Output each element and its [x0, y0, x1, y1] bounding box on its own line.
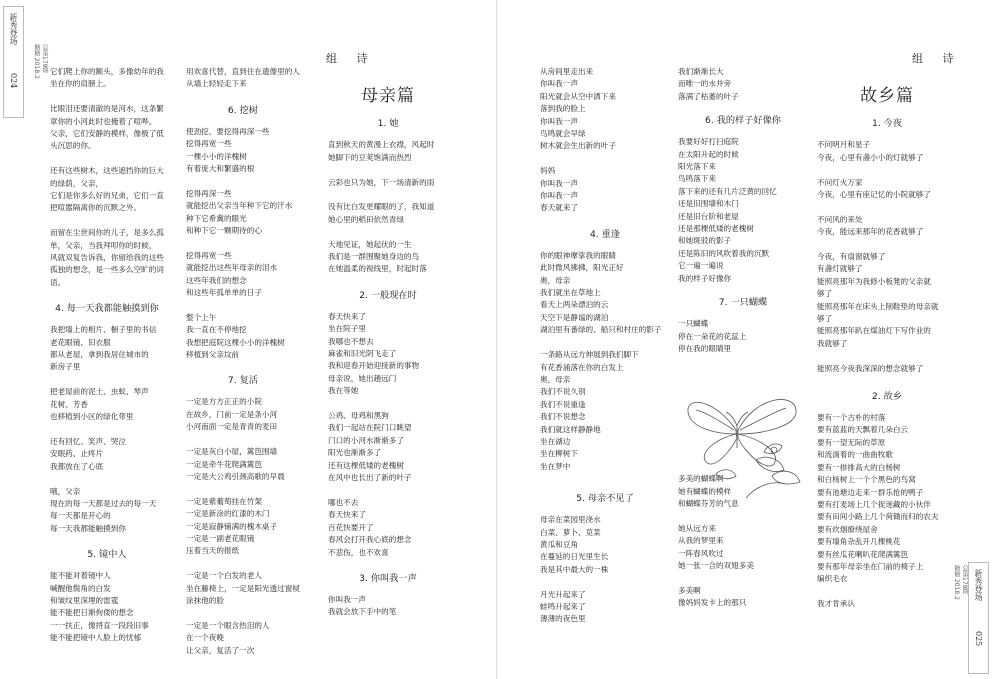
butterfly-flower-illustration — [676, 390, 811, 500]
poem-line: 还有这棵低矮的老槐树 — [328, 460, 404, 470]
poem-line: 压着当天的报纸 — [186, 546, 240, 556]
col1-section-5-heading: 5. 镜中人 — [87, 549, 127, 561]
poem-line: 湖泊里有番绿的、船只和村庄的影子 — [540, 325, 662, 335]
poem-line: 公鸡、母鸡和黑狗 — [328, 411, 389, 421]
poem-line: 在她温柔的视线里，时起时落 — [328, 264, 427, 274]
poem-line: 使劲挖，要挖得再深一些 — [186, 126, 270, 136]
poem-line: 它一遍一遍说 — [678, 261, 724, 271]
poem-line: 一条路从远方伸展到我们脚下 — [540, 350, 639, 360]
poem-line: 就能挖出这些年母亲的泪水 — [186, 263, 278, 273]
poem-line: 落到我的脸上 — [540, 104, 586, 114]
poem-line: 我就会放下手中的笔 — [328, 607, 397, 617]
poem-line: 挖得再深一些 — [186, 188, 232, 198]
poem-line: 在风中也长出了新的叶子 — [328, 473, 412, 483]
poem-line: 黄瓜和豆角 — [540, 539, 578, 549]
poem-line: 春天就来了 — [540, 203, 578, 213]
poem-line: 她一张一合的双翅多美 — [678, 561, 754, 571]
right-sidebar-tab — [968, 562, 989, 674]
col4-p4 — [540, 514, 670, 576]
hometown-chapter-title: 故乡篇 — [860, 86, 914, 106]
poem-line: 老花眼镜、旧衣服 — [50, 337, 111, 347]
right-page-number: 025 — [974, 631, 983, 647]
poem-line: 阳光也渐渐多了 — [328, 448, 382, 458]
poem-line: 你叫我一声 — [540, 116, 578, 126]
poem-line: 月光升起来了 — [540, 589, 586, 599]
poem-line: 安眠药、止疼片 — [50, 449, 104, 459]
poem-line: 妈妈 — [540, 166, 556, 176]
col3-p2 — [328, 177, 448, 189]
poem-line: 能不能把日渐佝偻的想念 — [50, 608, 134, 618]
poem-line: 要有蓝蓝的天飘着几朵白云 — [817, 425, 909, 435]
poem-line: 百花快要开了 — [328, 522, 374, 532]
poem-line: 落下来的还有几片泛黄的回忆 — [678, 186, 777, 196]
poem-line: 每一天我都能触摸到你 — [50, 523, 126, 533]
poem-line: 编织毛衣 — [817, 574, 848, 584]
col3-p6 — [328, 410, 448, 484]
col6-p1 — [817, 139, 957, 164]
poem-line: 要有炊烟缭绕屋舍 — [817, 524, 878, 534]
poem-line: 我们一起站在院门口眺望 — [328, 423, 412, 433]
col3-p1 — [328, 139, 448, 164]
poem-line: 不问灯火万家 — [817, 177, 863, 187]
poem-line: 阳光就会从空中洒下来 — [540, 91, 616, 101]
poem-line: 移植到父亲坟前 — [186, 350, 240, 360]
poem-line: 的绿荫，父亲， — [50, 178, 104, 188]
col2-p2 — [186, 188, 300, 238]
col2-section-7-heading: 7. 复活 — [227, 375, 258, 387]
column-3 — [328, 86, 448, 619]
poem-line: 大地见证，她起伏的一生 — [328, 239, 412, 249]
poem-line: 我都放在了心底 — [50, 461, 104, 471]
col3-p5 — [328, 311, 448, 398]
col5-p4 — [678, 523, 808, 573]
poem-line: 我就够了 — [817, 338, 848, 348]
poem-line: 直到秋天的黄漫上衣襟，风起时 — [328, 140, 435, 150]
right-issue: 总第179期 — [961, 565, 968, 595]
poem-line: 还有这些树木，这些遮挡你的巨大 — [50, 166, 164, 176]
col2-p6 — [186, 446, 300, 483]
col6-p5 — [817, 363, 957, 375]
poem-line: 我和迎春开始迎接新的事物 — [328, 361, 420, 371]
poem-line: 花树、芳香 — [50, 399, 88, 409]
poem-line: 阳光落下来 — [678, 162, 716, 172]
col1-p5 — [50, 324, 164, 374]
col6-section-2-heading: 2. 故乡 — [871, 391, 903, 403]
col6-p7 — [817, 598, 957, 610]
poem-line: 我们不说想念 — [540, 412, 586, 422]
poem-line: 一定是一个白发的老人 — [186, 571, 262, 581]
poem-line: 它们是你多么好的兄弟，它们一直 — [50, 191, 164, 201]
poem-line: 你叫我一声 — [540, 79, 578, 89]
poem-line: 还是陈旧的风吹着我的沉默 — [678, 248, 770, 258]
col4-p1 — [540, 165, 670, 215]
poem-line: 鸟鸣就会早绿 — [540, 129, 586, 139]
poem-line: 她脚下的豆荚饱满而热烈 — [328, 152, 412, 162]
poem-line: 要有那年母亲坐在门前的椅子上 — [817, 561, 924, 571]
poem-line: 在蔓延的日光里生长 — [540, 552, 609, 562]
poem-line: 她心里的稻田依然青绿 — [328, 214, 404, 224]
left-page-number: 024 — [9, 73, 18, 89]
poem-line: 多美啊 — [678, 585, 701, 595]
poem-line: 要有池塘边走来一群乐抢的鸭子 — [817, 487, 924, 497]
col6-p2 — [817, 177, 957, 202]
poem-line: 坐在你的肩膀上。 — [50, 79, 111, 89]
poem-line: 一定是新涂的红漆的木门 — [186, 509, 270, 519]
poem-line: 从房间里走出来 — [540, 67, 594, 76]
poem-line: 和种下它一颗期待的心 — [186, 226, 262, 236]
poem-line: 我哪也不想去 — [328, 336, 374, 346]
left-sidebar-tab — [3, 6, 24, 118]
col3-section-2-heading: 2. 一般现在时 — [359, 289, 417, 301]
poem-line: 也移植到小区的绿化带里 — [50, 412, 134, 422]
col1-p9 — [50, 570, 164, 644]
poem-line: 它们爬上你的额头，多像幼年的我 — [50, 67, 164, 76]
poem-line: 我们就这样静静地 — [540, 424, 601, 434]
poem-line: 能不能把镜中人脸上的忧郁 — [50, 633, 142, 643]
col5-section-7-heading: 7. 一只蝴蝶 — [718, 297, 768, 309]
poem-line: 有花香涌落在你的白发上 — [540, 362, 624, 372]
col2-p4 — [186, 312, 300, 362]
column-6 — [817, 86, 957, 611]
poem-line: 一阵春风吹过 — [678, 548, 724, 558]
poem-line: 今夜，有扇窗就够了 — [817, 252, 886, 262]
poem-line: 不问明月和星子 — [817, 140, 871, 150]
poem-line: 把老屋前的泥土、虫蚁、琴声 — [50, 387, 149, 397]
poem-line: 奥，母亲 — [540, 275, 571, 285]
col2-p9 — [186, 620, 300, 657]
col5-p0 — [678, 66, 808, 103]
mother-chapter-title: 母亲篇 — [361, 86, 415, 106]
poem-line: 比眼泪还要清澈的是河水，这条繁 — [50, 104, 164, 114]
poem-line: 和流淌着的一曲曲牧歌 — [817, 450, 893, 460]
poem-line: 我把墙上的相片、橱子里的书信 — [50, 325, 157, 335]
poem-line: 整个上午 — [186, 312, 217, 322]
poem-line: 还有回忆、笑声、哭泣 — [50, 436, 126, 446]
poem-line: 有着庞大和繁盛的根 — [186, 164, 255, 174]
page-fold — [496, 0, 498, 679]
poem-line: 母亲在菜园里浇水 — [540, 515, 601, 525]
poem-line: 你的眼神摩挲我的眼睛 — [540, 250, 616, 260]
poem-line: 麻雀和旧光阴飞走了 — [328, 349, 397, 359]
poem-line: 我们是一群围聚她身边的鸟 — [328, 252, 420, 262]
poem-line: 不问风的来处 — [817, 214, 863, 224]
poem-line: 从墙上轻轻走下来 — [186, 79, 247, 89]
col1-p8 — [50, 486, 164, 536]
col1-p6 — [50, 386, 164, 423]
poem-line: 门口的小河水渐渐多了 — [328, 435, 404, 445]
left-brand: 新秀登场 — [9, 13, 18, 45]
poem-line: 坐在梦中 — [540, 461, 571, 471]
col2-p7 — [186, 496, 300, 558]
poem-line: 树木就会生出新的叶子 — [540, 141, 616, 151]
poem-line: 今夜，心里有座记忆的小院就够了 — [817, 190, 931, 200]
right-section-header: 组 诗 — [912, 52, 962, 65]
poem-line: 能照亮那年趴在煤油灯下写作业的 — [817, 326, 931, 336]
poem-line: 我是其中最大的一株 — [540, 564, 609, 574]
poem-line: 我们就坐在草地上 — [540, 288, 601, 298]
col2-p0 — [186, 66, 300, 91]
col3-p8 — [328, 594, 448, 619]
poem-line: 还是旧台阶和老屋 — [678, 211, 739, 221]
poem-line: 坐在院子里 — [328, 324, 366, 334]
poem-line: 能照亮今夜我深深的想念就够了 — [817, 363, 924, 373]
poem-line: 在一个夜晚 — [186, 633, 224, 643]
col4-section-4-heading: 4. 重逢 — [589, 228, 621, 240]
poem-line: 春风会打开我心底的想念 — [328, 535, 412, 545]
poem-line: 多美的蝴蝶啊 — [678, 474, 724, 484]
poem-line: 还是那棵低矮的老槐树 — [678, 224, 754, 234]
poem-line: 一一扶正，像捋直一段段旧事 — [50, 620, 149, 630]
col2-p3 — [186, 250, 300, 300]
poem-line: 一定是牵牛花爬满篱笆 — [186, 459, 262, 469]
poem-line: 像妈妈发卡上的那只 — [678, 598, 747, 608]
poem-line: 和白杨树上一个个黑色的鸟窝 — [817, 475, 916, 485]
poem-line: 有盏灯就够了 — [817, 264, 863, 274]
poem-line: 现在的每一天都是过去的每一天 — [50, 498, 157, 508]
poem-line: 我们不说久别 — [540, 387, 586, 397]
poem-line: 涂抹他的脸 — [186, 595, 224, 605]
right-brand: 新秀登场 — [974, 569, 983, 601]
poem-line: 一定是一个眼含热泪的人 — [186, 620, 270, 630]
col1-p1 — [50, 66, 164, 91]
col2-section-6-heading: 6. 挖树 — [227, 104, 258, 116]
col5-section-6-heading: 6. 我的样子好像你 — [705, 115, 781, 127]
poem-line: 章你的小河此时也掩着了喧哗。 — [50, 116, 157, 126]
poem-line: 挖得再宽一些 — [186, 250, 232, 260]
poem-line: 和蝴蝶芬芳的气息 — [678, 499, 739, 509]
col3-p7 — [328, 497, 448, 559]
poem-line: 白菜、萝卜、苋菜 — [540, 527, 601, 537]
poem-line: 停在我的眼睛里 — [678, 343, 732, 353]
poem-line: 够了 — [817, 314, 833, 324]
col6-p3 — [817, 214, 957, 239]
poem-line: 够了 — [817, 289, 833, 299]
poem-line: 不悲伤，也不欢喜 — [328, 547, 389, 557]
poem-line: 坐在藤椅上，一定是阳光透过窗棂 — [186, 583, 300, 593]
poem-line: 就能挖出父亲当年种下它的汗水 — [186, 201, 293, 211]
poem-line: 在故乡，门前一定是条小河 — [186, 409, 278, 419]
left-section-header: 组 诗 — [326, 52, 376, 65]
column-1 — [50, 66, 164, 645]
col1-p4 — [50, 227, 164, 289]
poem-line: 把喧嚣隔离你的沉默之外。 — [50, 203, 142, 213]
poem-line: 我在等她 — [328, 386, 359, 396]
poem-line: 能照亮那年为我修小板凳的父亲就 — [817, 276, 931, 286]
col5-p2 — [678, 318, 808, 355]
poem-line: 母亲说，她出趟远门 — [328, 373, 397, 383]
poem-line: 从我的梦里来 — [678, 536, 724, 546]
poem-line: 今夜，心里有盏小小的灯就够了 — [817, 152, 924, 162]
poem-line: 她从远方来 — [678, 523, 716, 533]
col5-p1 — [678, 136, 808, 285]
col3-p3 — [328, 201, 448, 226]
poem-line: 我一直在不停地挖 — [186, 325, 247, 335]
poem-line: 春天快来了 — [328, 311, 366, 321]
poem-line: 种下它希冀的眼光 — [186, 213, 247, 223]
poem-line: 要有一望无际的草原 — [817, 437, 886, 447]
poem-line: 能不能对着镜中人 — [50, 571, 111, 581]
col1-p7 — [50, 436, 164, 473]
col2-p5 — [186, 396, 300, 433]
poem-line: 薄薄的夜色里 — [540, 614, 586, 624]
poem-line: 用欢喜代替，直到住在遗像里的人 — [186, 67, 300, 76]
poem-line: 一定是寂静铺满的槐木桌子 — [186, 521, 278, 531]
poem-line: 要有一排排高大的白杨树 — [817, 462, 901, 472]
poem-line: 和她斑驳的影子 — [678, 236, 732, 246]
poem-line: 和这些年孤单单的日子 — [186, 288, 262, 298]
poem-line: 我们不说重逢 — [540, 399, 586, 409]
col4-p2 — [540, 250, 670, 337]
poem-line: 还是旧围墙和木门 — [678, 199, 739, 209]
poem-line: 语。 — [50, 277, 66, 287]
col1-p2 — [50, 103, 164, 153]
poem-line: 你叫我一声 — [540, 178, 578, 188]
poem-line: 一定是灰白小屋，篱笆围墙 — [186, 447, 278, 457]
poem-line: 我要好好打扫庭院 — [678, 137, 739, 147]
poem-line: 云彩也只为她，下一场清新的雨 — [328, 177, 435, 187]
poem-line: 落满了枯萎的叶子 — [678, 91, 739, 101]
poem-line: 一定是方方正正的小院 — [186, 397, 262, 407]
poem-line: 在太阳升起的时候 — [678, 149, 739, 159]
poem-line: 天空下是静谧的湖泊 — [540, 312, 609, 322]
poem-line: 一定是大公鸡引颈高歌的早晨 — [186, 471, 285, 481]
poem-line: 哦，父亲 — [50, 486, 81, 496]
poem-line: 和皱纹里深埋的雷霆 — [50, 595, 119, 605]
poem-line: 要有一个古朴的村落 — [817, 413, 886, 423]
col1-p3 — [50, 165, 164, 215]
poem-line: 奥，母亲 — [540, 374, 571, 384]
poem-line: 风就双复告诉我，你留给我的这些 — [50, 253, 164, 263]
col6-p4 — [817, 251, 957, 350]
poem-line: 今夜，能远来那年的花香就够了 — [817, 227, 924, 237]
poem-line: 而留在尘世间你的儿子，是多么孤 — [50, 228, 164, 238]
left-meta: 糖糖 2018.2 — [33, 44, 40, 79]
poem-line: 要有田间小路上几个荷锄而归的农夫 — [817, 512, 939, 522]
poem-line: 让父亲，复活了一次 — [186, 645, 255, 655]
poem-line: 蛙鸣升起来了 — [540, 601, 586, 611]
column-4 — [540, 66, 670, 626]
col4-p0 — [540, 66, 670, 153]
col2-p1 — [186, 126, 300, 176]
poem-line: 每一天都是开心的 — [50, 511, 111, 521]
col3-p4 — [328, 239, 448, 276]
poem-line: 鸟鸣落下来 — [678, 174, 716, 184]
poem-line: 一定是紫葡萄挂在竹架 — [186, 496, 262, 506]
poem-line: 她有蝴蝶的模样 — [678, 486, 732, 496]
right-meta: 糖糖 2018.2 — [953, 565, 960, 600]
poem-line: 哪也不去 — [328, 497, 359, 507]
col6-p6 — [817, 412, 957, 586]
col6-section-1-heading: 1. 今夜 — [871, 118, 903, 130]
poem-line: 都从老屋，拿到我居住城市的 — [50, 350, 149, 360]
poem-line: 停在一朵花的花蕊上 — [678, 331, 747, 341]
poem-line: 喊醒他鬓角的白发 — [50, 583, 111, 593]
poem-line: 能照亮那年在床头上削鞋垫的母亲就 — [817, 301, 939, 311]
poem-line: 春天快来了 — [328, 510, 366, 520]
poem-line: 一只蝴蝶 — [678, 319, 709, 329]
poem-line: 父亲，它们安静的模样，像极了低 — [50, 129, 164, 139]
col2-p8 — [186, 570, 300, 607]
left-issue: 总第179期 — [41, 44, 48, 74]
col1-section-4-heading: 4. 每一天我都能触摸到你 — [55, 303, 159, 315]
column-2 — [186, 66, 300, 657]
poem-line: 单，父亲，当我拜叩你的时候， — [50, 240, 157, 250]
poem-line: 坐在柳树下 — [540, 449, 578, 459]
poem-line: 一棵小小的洋槐树 — [186, 151, 247, 161]
poem-line: 我的样子好像你 — [678, 273, 732, 283]
poem-line: 小河南面一定是青青的麦田 — [186, 422, 278, 432]
poem-line: 挖得再宽一些 — [186, 139, 232, 149]
poem-line: 一定是一副老花眼镜 — [186, 533, 255, 543]
poem-line: 我才肯承认 — [817, 599, 855, 609]
poem-line: 新房子里 — [50, 362, 81, 372]
poem-line: 而唯一的水井旁 — [678, 79, 732, 89]
poem-line: 我想把庭院这棵小小的洋槐树 — [186, 337, 285, 347]
poem-line: 没有比白发更耀眼的了，我知道 — [328, 202, 435, 212]
poem-line: 这些年我们的想念 — [186, 275, 247, 285]
poem-line: 要有打麦场上几个捉迷藏的小伙伴 — [817, 499, 931, 509]
poem-line: 此时微风拂拂，阳光正好 — [540, 263, 624, 273]
poem-line: 你叫我一声 — [328, 594, 366, 604]
col4-section-5-heading: 5. 母亲不见了 — [576, 493, 634, 505]
col4-p3 — [540, 349, 670, 473]
poem-line: 你叫我一声 — [540, 191, 578, 201]
poem-line: 坐在湖边 — [540, 436, 571, 446]
column-5 — [678, 66, 808, 610]
poem-line: 孤独的想念，是一些多么空旷的词 — [50, 265, 164, 275]
poem-line: 头沉思的你。 — [50, 141, 96, 151]
col3-section-3-heading: 3. 你叫我一声 — [359, 572, 417, 584]
poem-line: 要有丝瓜花喇叭花爬满篱笆 — [817, 549, 909, 559]
col3-section-1-heading: 1. 她 — [377, 118, 399, 130]
col5-p5 — [678, 585, 808, 610]
poem-line: 要有墙角杂乱开几棵桃花 — [817, 537, 901, 547]
col4-p5 — [540, 589, 670, 626]
poem-line: 我们渐渐长大 — [678, 67, 724, 76]
poem-line: 看天上两朵漂泊的云 — [540, 300, 609, 310]
